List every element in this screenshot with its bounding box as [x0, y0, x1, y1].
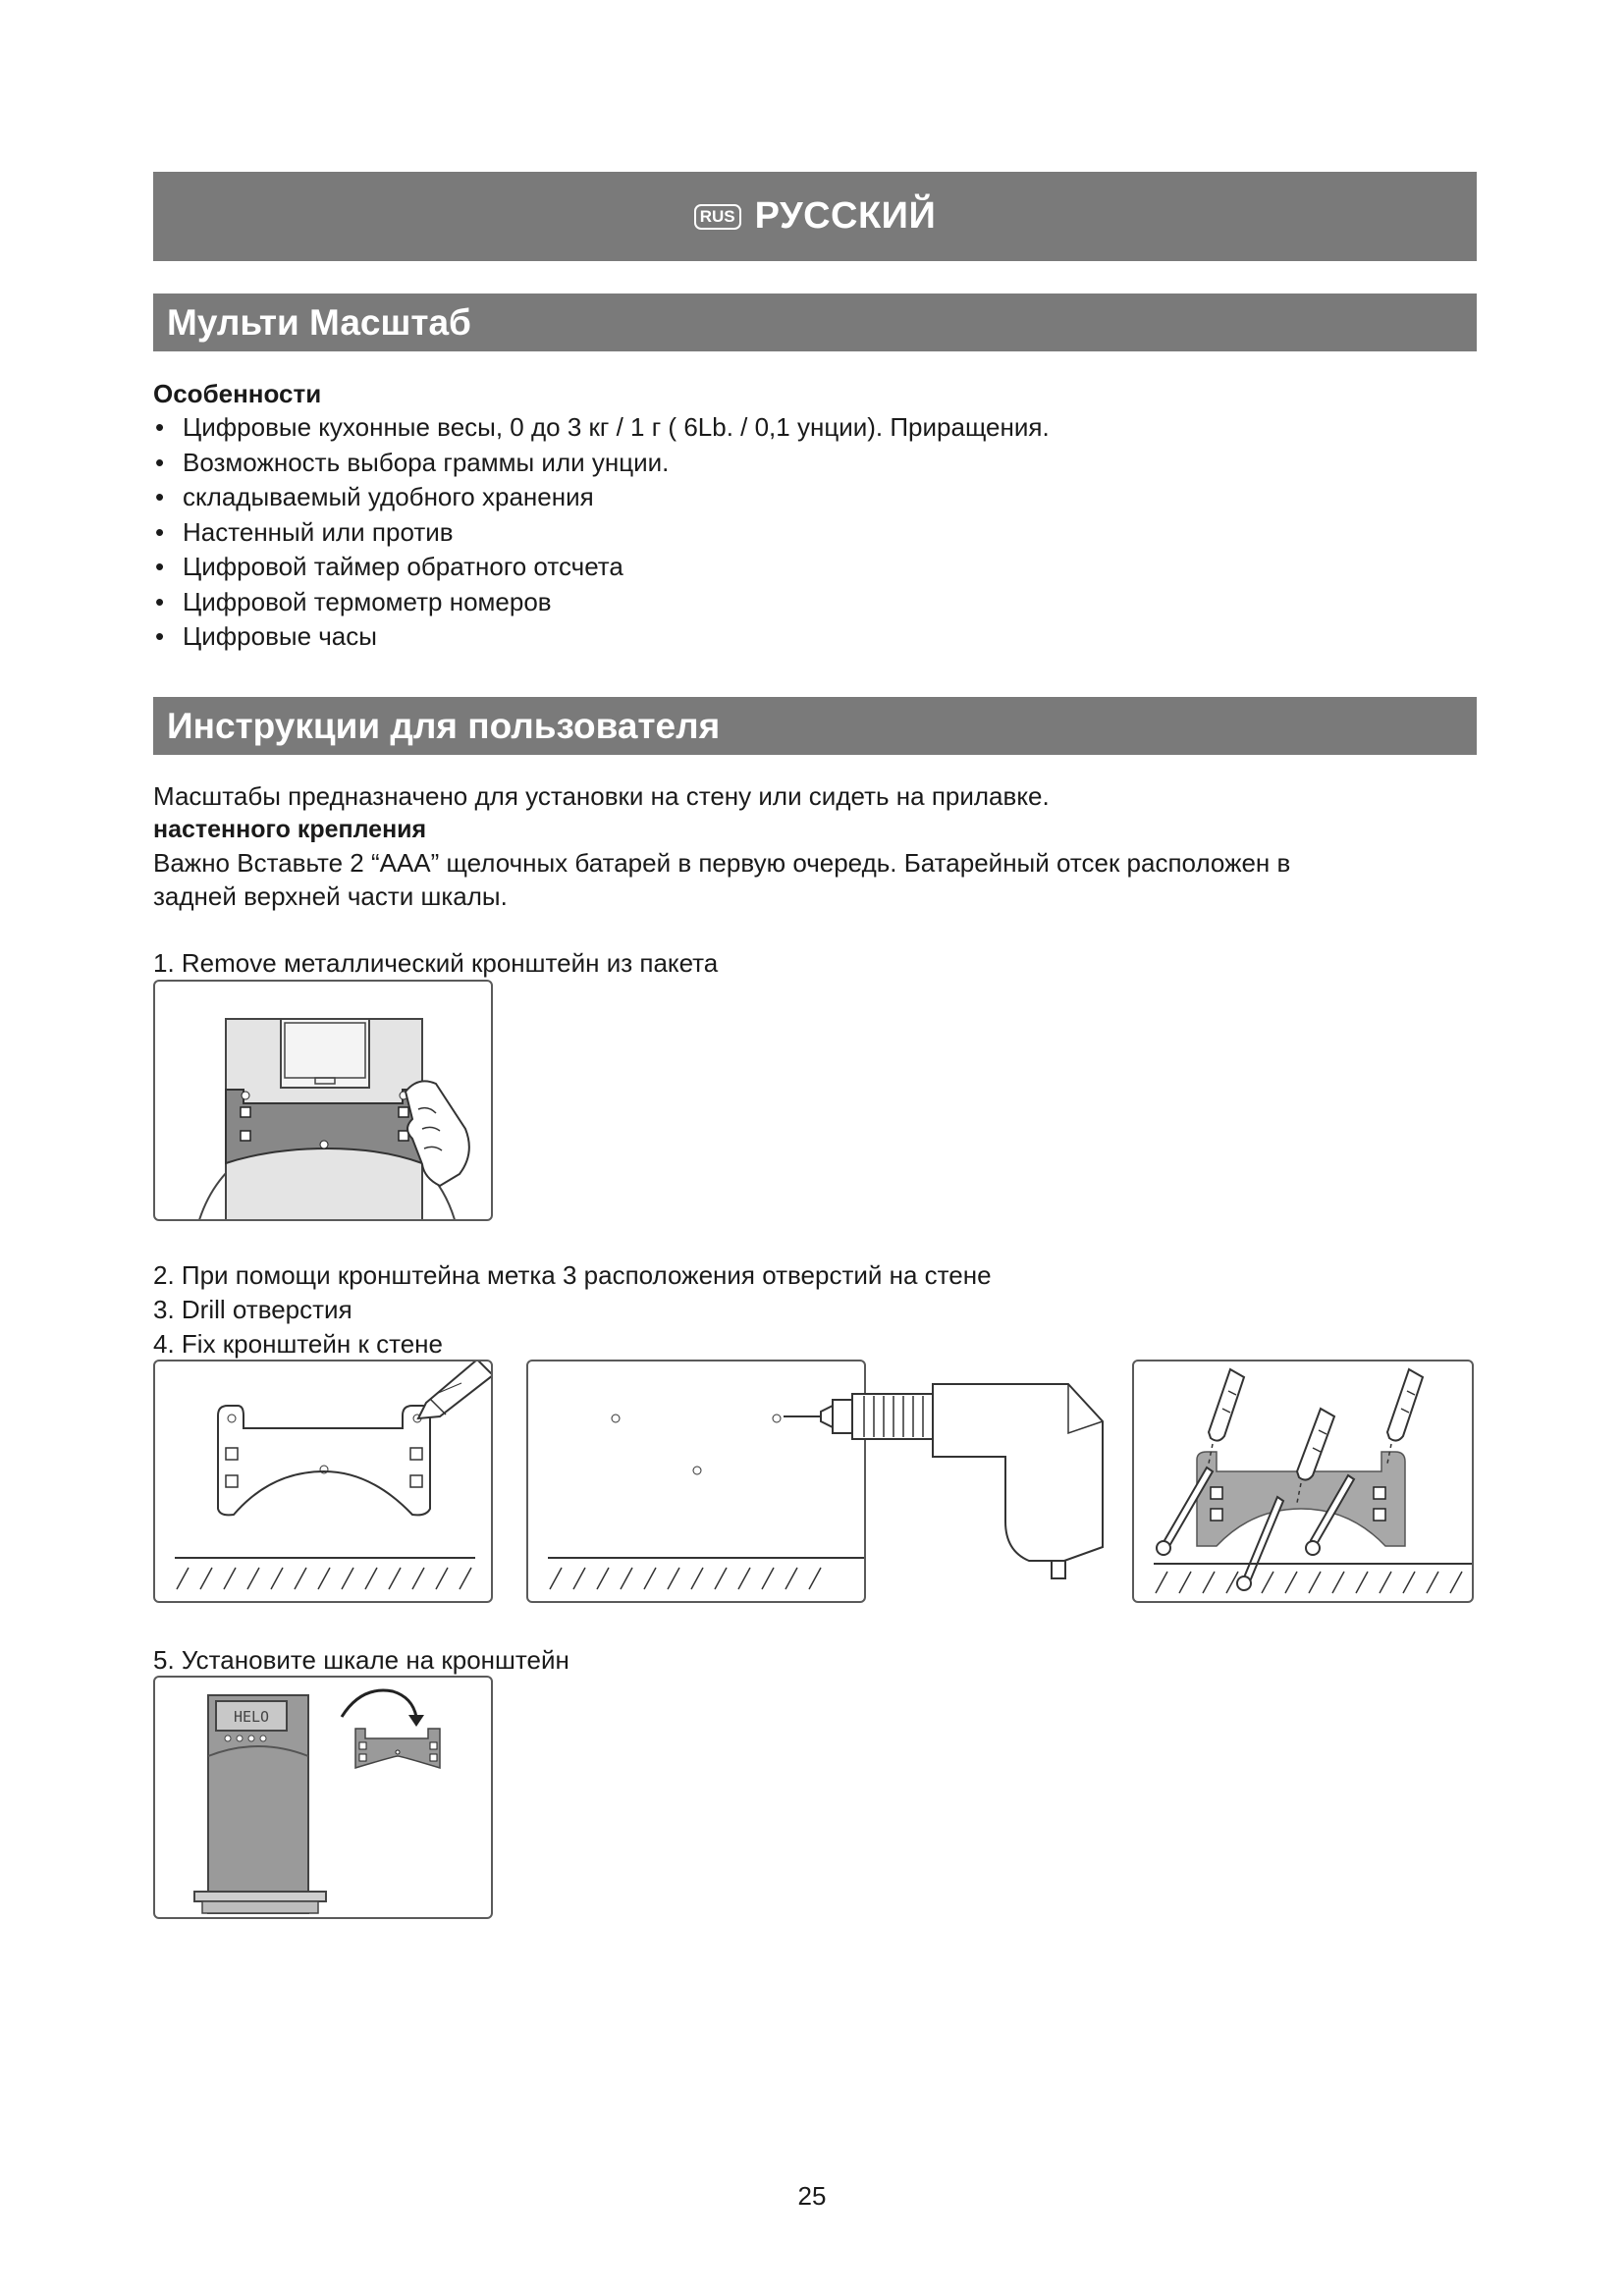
- feature-item: • Цифровой термометр номеров: [153, 585, 1050, 620]
- battery-note-line-1: Важно Вставьте 2 “AAA” щелочных батарей в первую очередь. Батарейный отсек расположен в: [153, 848, 1291, 878]
- feature-item: • складываемый удобного хранения: [153, 480, 1050, 515]
- step-5: 5. Установите шкале на кронштейн: [153, 1645, 569, 1675]
- figure-mount-scale: [153, 1676, 493, 1919]
- language-badge: RUS: [694, 204, 741, 230]
- features-heading: Особенности: [153, 379, 322, 408]
- language-banner: [153, 172, 1477, 261]
- step-2: 2. При помощи кронштейна метка 3 расположения отверстий на стене: [153, 1260, 992, 1290]
- page-number: 25: [797, 2181, 827, 2211]
- step-1: 1. Remove металлический кронштейн из пакета: [153, 948, 719, 978]
- figure-mark-holes: [153, 1360, 493, 1603]
- section-title-user-instructions: Инструкции для пользователя: [153, 697, 1477, 755]
- feature-item: • Настенный или против: [153, 515, 1050, 551]
- intro-text: Масштабы предназначено для установки на стену или сидеть на прилавке.: [153, 781, 1050, 811]
- feature-item: • Цифровые кухонные весы, 0 до 3 кг / 1 г ( 6Lb. / 0,1 унции). Приращения.: [153, 410, 1050, 446]
- step-3: 3. Drill отверстия: [153, 1295, 352, 1324]
- feature-item: • Цифровой таймер обратного отсчета: [153, 550, 1050, 585]
- feature-item: • Цифровые часы: [153, 619, 1050, 655]
- wall-mount-heading: настенного крепления: [153, 816, 427, 843]
- battery-note-line-2: задней верхней части шкалы.: [153, 881, 508, 911]
- section-title-multi-scale: Мульти Масштаб: [153, 294, 1477, 351]
- feature-item: • Возможность выбора граммы или унции.: [153, 446, 1050, 481]
- step-4: 4. Fix кронштейн к стене: [153, 1329, 443, 1359]
- figure-fix-bracket: [1132, 1360, 1474, 1603]
- language-title: РУССКИЙ: [754, 195, 937, 237]
- scale-display-text: HELO: [233, 1708, 270, 1726]
- features-list: [153, 410, 1050, 655]
- drill-illustration: [774, 1355, 1112, 1580]
- figure-remove-bracket: [153, 980, 493, 1221]
